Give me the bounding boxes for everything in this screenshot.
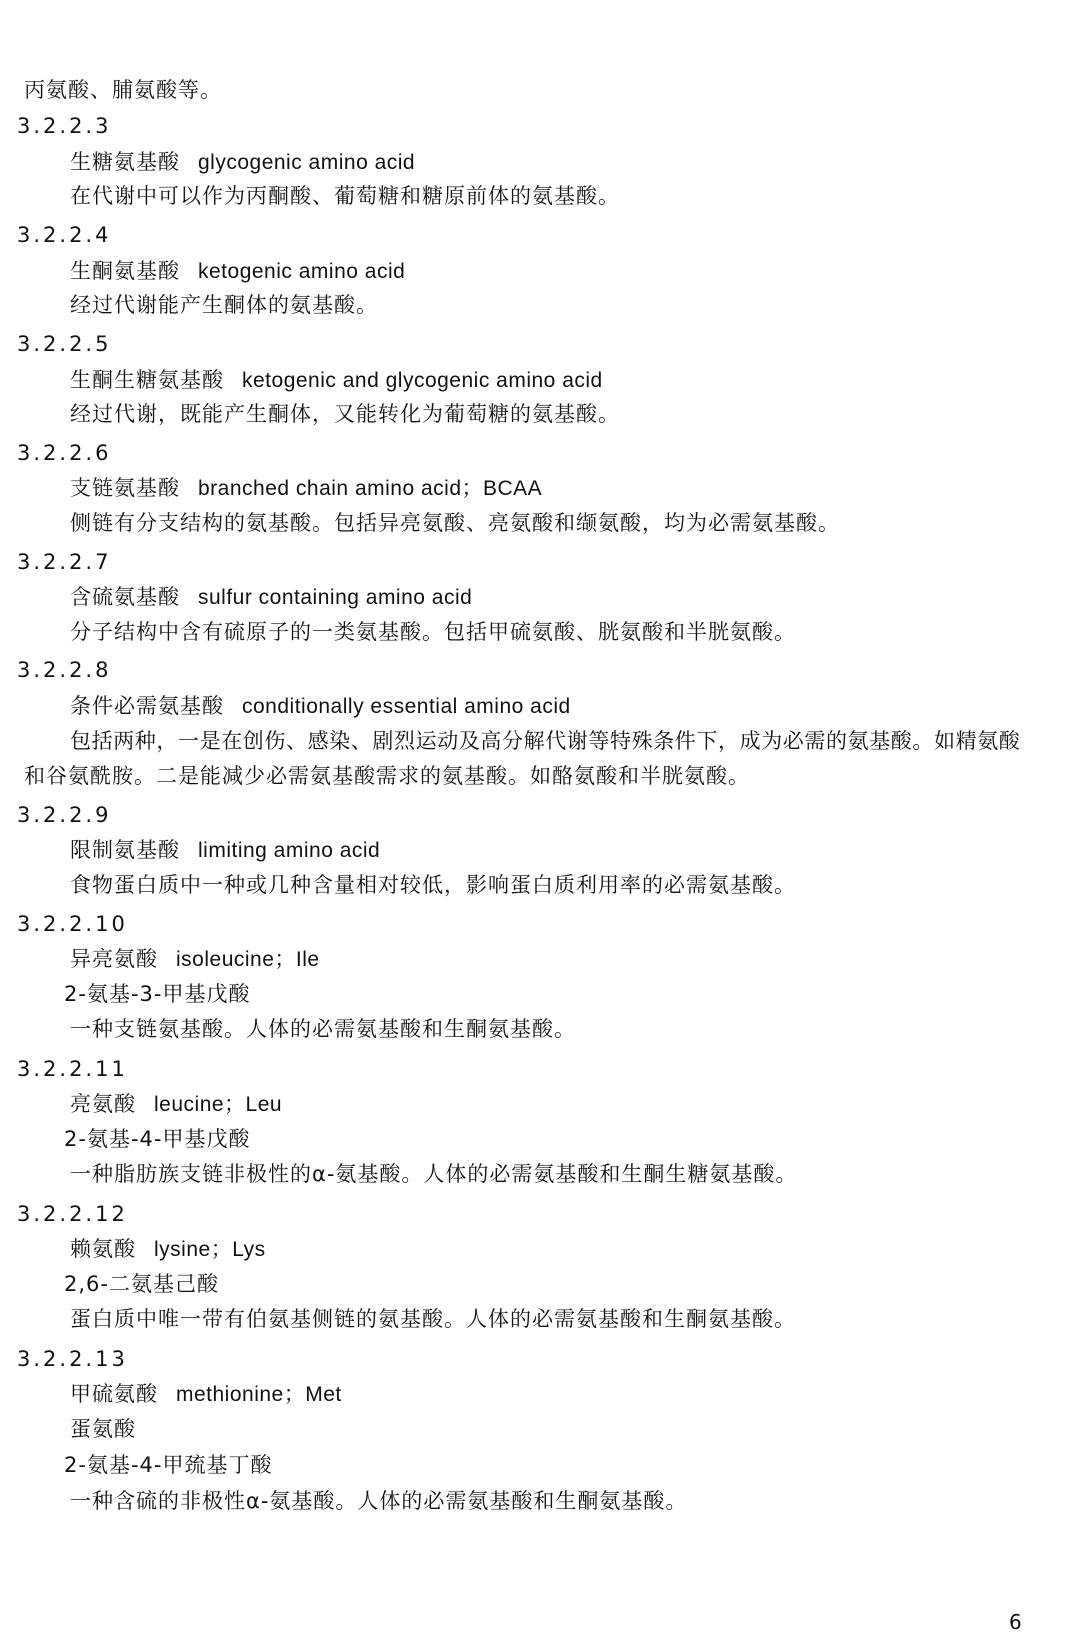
term-chinese: 支链氨基酸 — [70, 476, 180, 500]
continuation-text: 丙氨酸、脯氨酸等。 — [24, 78, 222, 102]
entry-term — [70, 257, 405, 286]
entry-number: 3.2.2.9 — [17, 803, 112, 827]
entry-chemical-name: 2-氨基-3-甲基戊酸 — [64, 982, 251, 1006]
entry-definition-continued: 和谷氨酰胺。二是能减少必需氨基酸需求的氨基酸。如酪氨酸和半胱氨酸。 — [24, 764, 750, 788]
term-english: branched chain amino acid；BCAA — [198, 477, 543, 500]
entry-number: 3.2.2.13 — [17, 1347, 128, 1371]
entry-definition: 食物蛋白质中一种或几种含量相对较低，影响蛋白质利用率的必需氨基酸。 — [70, 873, 796, 897]
entry-number: 3.2.2.3 — [17, 114, 112, 138]
term-english: sulfur containing amino acid — [198, 586, 473, 609]
term-english: ketogenic amino acid — [198, 260, 406, 283]
entry-definition: 分子结构中含有硫原子的一类氨基酸。包括甲硫氨酸、胱氨酸和半胱氨酸。 — [70, 620, 796, 644]
term-chinese: 甲硫氨酸 — [70, 1382, 158, 1406]
term-chinese: 含硫氨基酸 — [70, 585, 180, 609]
term-chinese: 限制氨基酸 — [70, 838, 180, 862]
entry-definition: 在代谢中可以作为丙酮酸、葡萄糖和糖原前体的氨基酸。 — [70, 184, 620, 208]
entry-definition: 蛋白质中唯一带有伯氨基侧链的氨基酸。人体的必需氨基酸和生酮氨基酸。 — [70, 1307, 796, 1331]
entry-definition: 经过代谢能产生酮体的氨基酸。 — [70, 293, 378, 317]
entry-term — [70, 366, 603, 395]
term-english: conditionally essential amino acid — [242, 695, 571, 718]
term-chinese: 亮氨酸 — [70, 1092, 136, 1116]
entry-number: 3.2.2.4 — [17, 223, 112, 247]
entry-term — [70, 836, 380, 865]
entry-definition: 一种支链氨基酸。人体的必需氨基酸和生酮氨基酸。 — [70, 1017, 576, 1041]
entry-synonym: 蛋氨酸 — [70, 1417, 136, 1441]
entry-number: 3.2.2.8 — [17, 658, 112, 682]
term-english: ketogenic and glycogenic amino acid — [242, 369, 603, 392]
term-english: methionine；Met — [176, 1383, 342, 1406]
entry-term — [70, 474, 542, 503]
entry-term — [70, 583, 472, 612]
entry-definition: 侧链有分支结构的氨基酸。包括异亮氨酸、亮氨酸和缬氨酸，均为必需氨基酸。 — [70, 511, 840, 535]
entry-term — [70, 945, 320, 974]
term-chinese: 生酮生糖氨基酸 — [70, 368, 224, 392]
entry-number: 3.2.2.12 — [17, 1202, 128, 1226]
entry-number: 3.2.2.6 — [17, 441, 112, 465]
entry-term — [70, 1090, 282, 1119]
entry-number: 3.2.2.7 — [17, 550, 112, 574]
page-number: 6 — [1009, 1610, 1022, 1634]
entry-number: 3.2.2.5 — [17, 332, 112, 356]
entry-definition: 一种含硫的非极性α-氨基酸。人体的必需氨基酸和生酮氨基酸。 — [70, 1489, 688, 1513]
term-english: glycogenic amino acid — [198, 151, 416, 174]
term-chinese: 条件必需氨基酸 — [70, 694, 224, 718]
term-chinese: 赖氨酸 — [70, 1237, 136, 1261]
term-english: limiting amino acid — [198, 839, 381, 862]
term-english: isoleucine；Ile — [176, 948, 320, 971]
term-chinese: 生糖氨基酸 — [70, 150, 180, 174]
term-chinese: 生酮氨基酸 — [70, 259, 180, 283]
entry-term — [70, 1235, 266, 1264]
entry-definition: 包括两种，一是在创伤、感染、剧烈运动及高分解代谢等特殊条件下，成为必需的氨基酸。如精氨酸 — [70, 729, 1021, 753]
entry-chemical-name: 2-氨基-4-甲巯基丁酸 — [64, 1453, 273, 1477]
entry-definition: 一种脂肪族支链非极性的α-氨基酸。人体的必需氨基酸和生酮生糖氨基酸。 — [70, 1162, 798, 1186]
entry-term — [70, 148, 415, 177]
entry-number: 3.2.2.11 — [17, 1057, 128, 1081]
entry-term — [70, 692, 571, 721]
entry-term — [70, 1380, 342, 1409]
term-english: lysine；Lys — [154, 1238, 266, 1261]
term-chinese: 异亮氨酸 — [70, 947, 158, 971]
term-english: leucine；Leu — [154, 1093, 283, 1116]
entry-definition: 经过代谢，既能产生酮体，又能转化为葡萄糖的氨基酸。 — [70, 402, 620, 426]
entry-number: 3.2.2.10 — [17, 912, 128, 936]
entry-chemical-name: 2-氨基-4-甲基戊酸 — [64, 1127, 251, 1151]
entry-chemical-name: 2,6-二氨基己酸 — [64, 1272, 219, 1296]
